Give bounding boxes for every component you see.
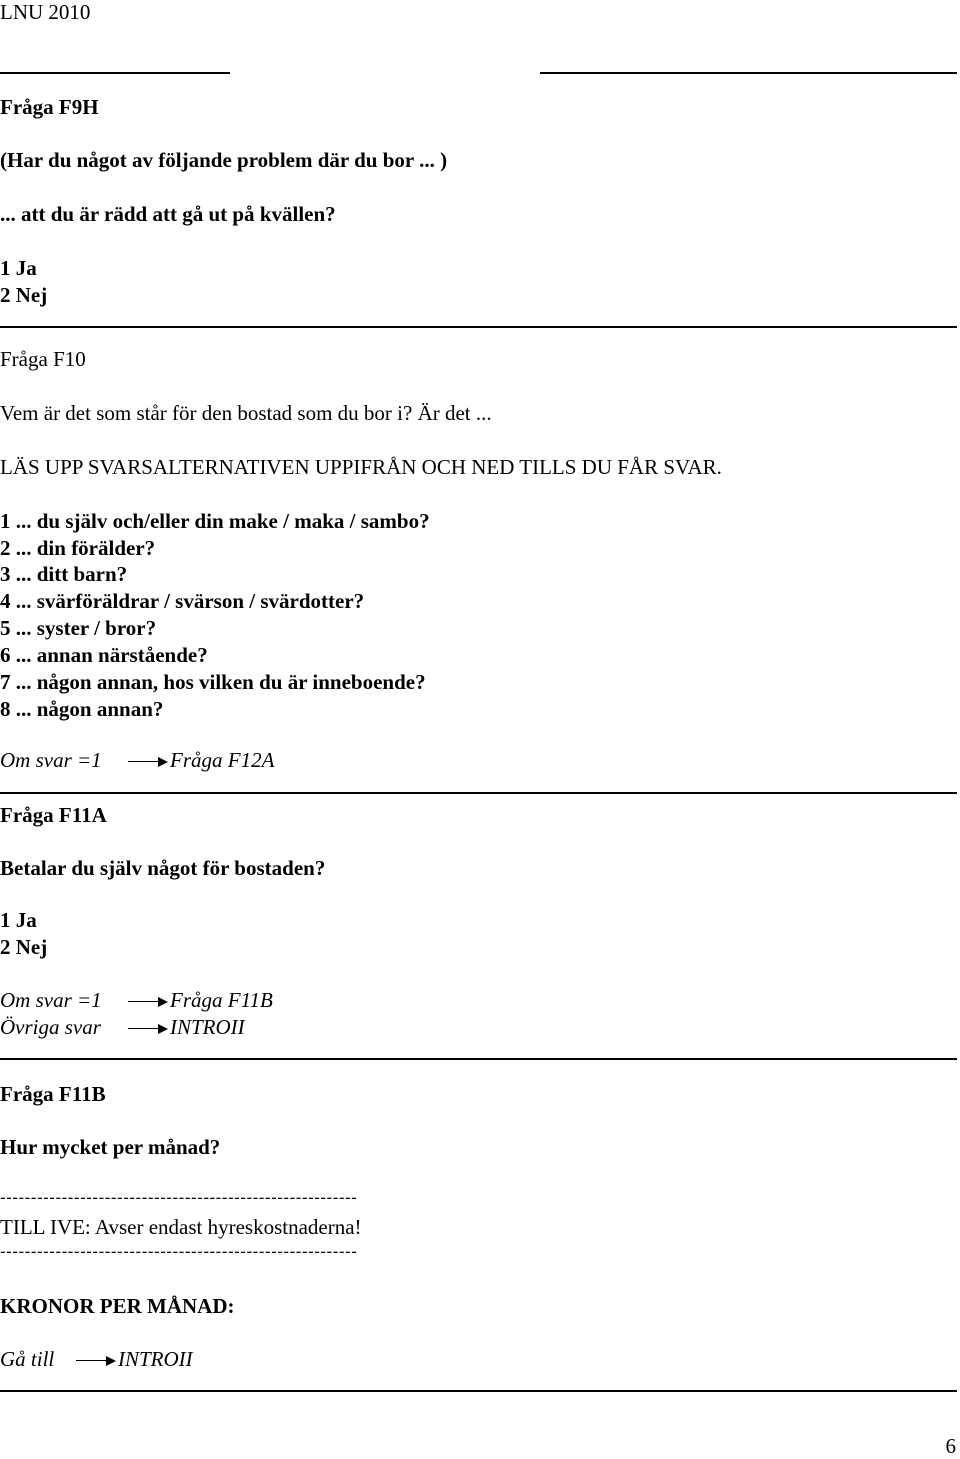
header-rule-left: [0, 72, 230, 74]
question-intro-f9h: (Har du något av följande problem där du bor ... ): [0, 148, 448, 172]
question-label-f9h: Fråga F9H: [0, 95, 99, 119]
answer-option: 2 ... din förälder?: [0, 536, 156, 560]
routing-arrow-icon: [126, 748, 170, 772]
page-header: LNU 2010: [0, 0, 91, 24]
question-label-f11b: Fråga F11B: [0, 1082, 106, 1106]
answer-option: 7 ... någon annan, hos vilken du är inneboende?: [0, 670, 426, 694]
question-label-f11a: Fråga F11A: [0, 803, 107, 827]
routing-condition: Gå till: [0, 1347, 55, 1371]
routing-target: INTROII: [170, 1015, 245, 1039]
section-divider: [0, 792, 957, 794]
routing-target: Fråga F12A: [170, 748, 275, 772]
answer-option: 2 Nej: [0, 283, 48, 307]
answer-option: 5 ... syster / bror?: [0, 616, 157, 640]
answer-option: 8 ... någon annan?: [0, 697, 164, 721]
dashed-separator: ----------------------------------------------------------: [0, 1242, 358, 1261]
routing-arrow-icon: [126, 988, 170, 1012]
routing-condition: Om svar =1: [0, 748, 102, 772]
routing-condition: Om svar =1: [0, 988, 102, 1012]
answer-label: KRONOR PER MÅNAD:: [0, 1294, 235, 1318]
routing-condition: Övriga svar: [0, 1015, 101, 1039]
question-text-f9h: ... att du är rädd att gå ut på kvällen?: [0, 202, 336, 226]
question-text-f11b: Hur mycket per månad?: [0, 1135, 221, 1159]
answer-option: 1 Ja: [0, 256, 37, 280]
routing-arrow-icon: [126, 1015, 170, 1039]
header-rule-right: [540, 72, 957, 74]
answer-option: 2 Nej: [0, 935, 48, 959]
interviewer-note: TILL IVE: Avser endast hyreskostnaderna!: [0, 1215, 362, 1239]
section-divider: [0, 326, 957, 328]
routing-target: Fråga F11B: [170, 988, 273, 1012]
question-text-f10: Vem är det som står för den bostad som du bor i? Är det ...: [0, 401, 492, 425]
question-text-f11a: Betalar du själv något för bostaden?: [0, 856, 326, 880]
section-divider: [0, 1058, 957, 1060]
routing-target: INTROII: [118, 1347, 193, 1371]
question-label-f10: Fråga F10: [0, 347, 86, 371]
answer-option: 3 ... ditt barn?: [0, 562, 128, 586]
answer-option: 1 ... du själv och/eller din make / maka / sambo?: [0, 509, 430, 533]
interviewer-instruction: LÄS UPP SVARSALTERNATIVEN UPPIFRÅN OCH NED TILLS DU FÅR SVAR.: [0, 455, 722, 479]
section-divider: [0, 1390, 957, 1392]
answer-option: 6 ... annan närstående?: [0, 643, 208, 667]
page-number: 6: [945, 1434, 956, 1458]
dashed-separator: ----------------------------------------------------------: [0, 1188, 358, 1207]
routing-arrow-icon: [74, 1347, 118, 1371]
answer-option: 4 ... svärföräldrar / svärson / svärdotter?: [0, 589, 365, 613]
answer-option: 1 Ja: [0, 908, 37, 932]
